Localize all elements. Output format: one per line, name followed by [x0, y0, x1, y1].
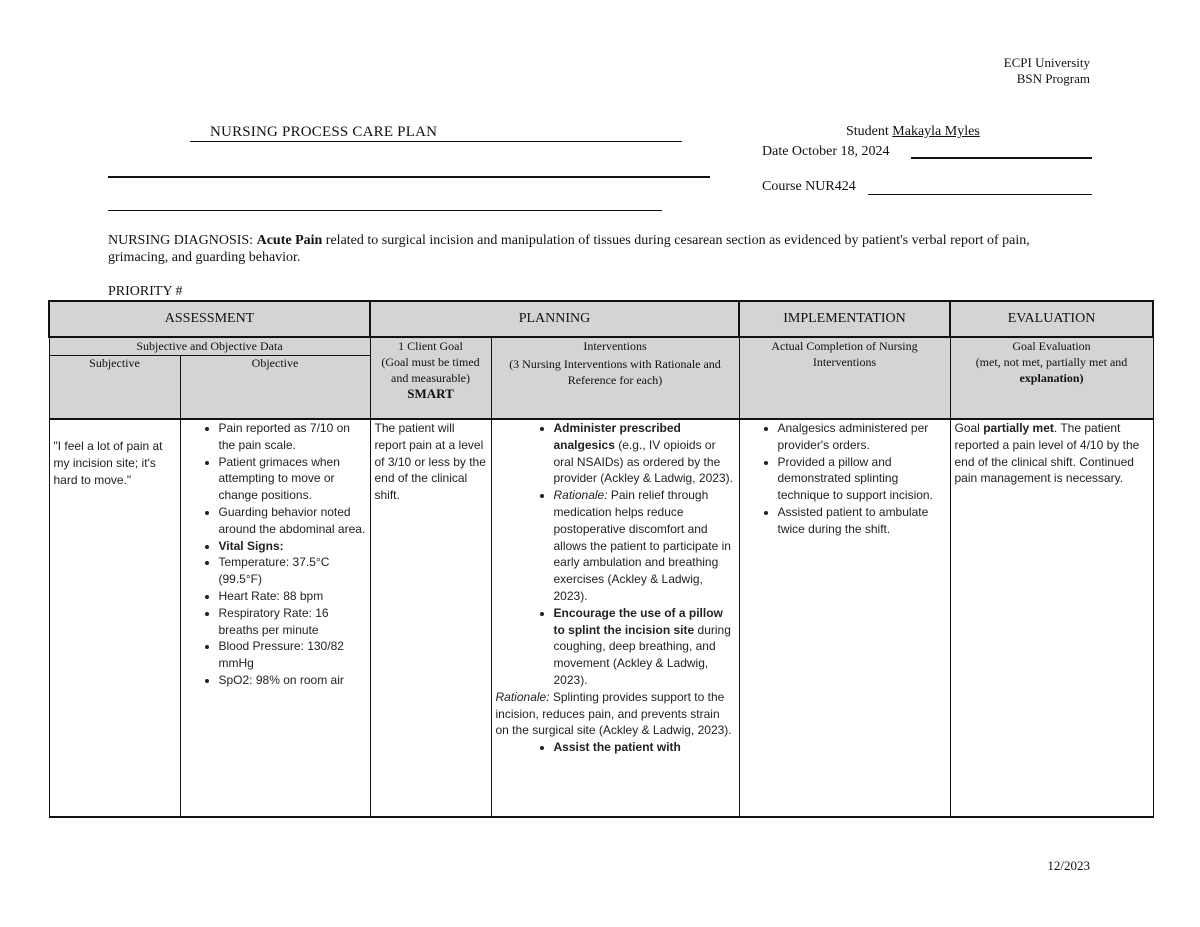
interventions-title: Interventions: [583, 339, 647, 353]
intervention-1-text: (e.g., IV opioids or oral NSAIDs) as ordered by the provider (Ackley & Ladwig, 2023).: [553, 437, 733, 486]
diagnosis-text: related to surgical incision and manipulation of tissues during cesarean section as evidenced by patient's verbal report of pain, grimacing, and guarding behavior.: [108, 233, 1030, 265]
evaluation-prefix: Goal: [954, 421, 984, 435]
evaluation-rest: . The patient reported a pain level of 4/10 by the end of the clinical shift. Continued pain management is necessary.: [954, 421, 1140, 486]
actual-completion-title: Actual Completion of Nursing: [771, 339, 918, 353]
list-item: • Assisted patient to ambulate twice during the shift.: [778, 504, 946, 538]
list-item: • Respiratory Rate: 16 breaths per minute: [219, 605, 366, 639]
intervention-2-bold: Encourage the use of a pillow to splint the incision site: [553, 605, 723, 637]
student-label: Student: [846, 124, 893, 139]
header-evaluation: EVALUATION: [950, 301, 1153, 337]
intervention-3-bold: Assist the patient with: [553, 740, 681, 755]
interventions-list: [496, 420, 735, 689]
list-item: • Heart Rate: 88 bpm: [219, 588, 366, 605]
client-goal-cell: [370, 419, 491, 817]
header-assessment: ASSESSMENT: [49, 301, 370, 337]
interventions-cell: [491, 419, 739, 817]
page-title: NURSING PROCESS CARE PLAN: [210, 124, 438, 140]
priority-label: PRIORITY #: [108, 284, 183, 299]
course-underline: [868, 194, 1092, 195]
evaluation-cell: [950, 419, 1153, 817]
goal-evaluation-title: Goal Evaluation: [1012, 339, 1091, 353]
actual-completion-title-2: Interventions: [812, 355, 877, 369]
intervention-1-bold: Administer prescribed analgesics: [553, 421, 681, 452]
subheader-interventions: [491, 337, 739, 419]
goal-evaluation-note: (met, not met, partially met and: [975, 355, 1128, 369]
list-item: • Temperature: 37.5°C (99.5°F): [219, 554, 366, 588]
intervention-2-text: during coughing, deep breathing, and movement (Ackley & Ladwig, 2023).: [553, 622, 731, 687]
list-item: • SpO2: 98% on room air: [219, 672, 366, 689]
subheader-objective: Objective: [180, 356, 370, 420]
list-item: • Guarding behavior noted around the abdominal area.: [219, 504, 366, 538]
date-underline: [911, 157, 1092, 159]
rationale-2-label: Rationale:: [495, 689, 550, 704]
objective-list: [185, 420, 366, 689]
title-underline: [190, 141, 682, 142]
diagnosis-prefix: NURSING DIAGNOSIS:: [108, 233, 257, 248]
subheader-subj-obj: Subjective and Objective Data: [49, 337, 370, 356]
university-name: ECPI University: [1003, 55, 1090, 70]
header-implementation: IMPLEMENTATION: [739, 301, 950, 337]
smart-label: SMART: [407, 386, 454, 401]
subheader-subjective: Subjective: [49, 356, 180, 420]
intervention-3: [554, 739, 735, 756]
institution-block: [1004, 55, 1090, 87]
rationale-1: [554, 487, 735, 605]
list-item: • Pain reported as 7/10 on the pain scale.: [219, 420, 366, 454]
diagnosis-bold: Acute Pain: [256, 233, 323, 248]
program-name: BSN Program: [1016, 71, 1090, 86]
list-item: • Provided a pillow and demonstrated splinting technique to support incision.: [778, 454, 946, 504]
rationale-2: [496, 689, 735, 739]
course-field: Course NUR424: [762, 179, 856, 194]
header-planning: PLANNING: [370, 301, 739, 337]
client-goal-note: (Goal must be timed and measurable): [381, 355, 480, 385]
subheader-actual-completion: [739, 337, 950, 419]
client-goal-title: 1 Client Goal: [398, 339, 463, 353]
subheader-goal-evaluation: [950, 337, 1153, 419]
evaluation-text: [955, 420, 1149, 487]
implementation-list: [744, 420, 946, 538]
intervention-2: [554, 605, 735, 689]
student-name: Makayla Myles: [892, 124, 980, 139]
student-field: [846, 124, 980, 140]
intervention-1: [554, 420, 735, 487]
interventions-note: (3 Nursing Interventions with Rationale and Reference for each): [509, 357, 721, 387]
implementation-cell: [739, 419, 950, 817]
blank-line-1: [108, 176, 710, 178]
goal-evaluation-note-bold: explanation): [1019, 371, 1084, 385]
list-item: • Analgesics administered per provider's orders.: [778, 420, 946, 454]
list-item: • Patient grimaces when attempting to move or change positions.: [219, 454, 366, 504]
list-item: • Blood Pressure: 130/82 mmHg: [219, 638, 366, 672]
rationale-1-text: Pain relief through medication helps reduce postoperative discomfort and allows the patient to participate in early ambulation and breathing exercises (Ackley & Ladwig, 2023).: [553, 488, 731, 603]
objective-cell: [180, 419, 370, 817]
rationale-1-label: Rationale:: [553, 488, 608, 503]
subheader-client-goal: [370, 337, 491, 419]
footer-date: 12/2023: [1047, 858, 1090, 873]
interventions-list-cont: [496, 739, 735, 756]
evaluation-bold: partially met: [983, 421, 1054, 435]
subjective-cell: [49, 419, 180, 817]
care-plan-table: [48, 300, 1154, 818]
date-field: Date October 18, 2024: [762, 144, 890, 159]
subjective-quote: "I feel a lot of pain at my incision site; it's hard to move.": [53, 439, 163, 487]
client-goal-text: The patient will report pain at a level of 3/10 or less by the end of the clinical shift.: [374, 421, 486, 503]
rationale-2-text: Splinting provides support to the incision, reduces pain, and prevents strain on the surgical site (Ackley & Ladwig, 2023).: [495, 689, 732, 738]
list-item: • Vital Signs:: [219, 538, 366, 555]
nursing-diagnosis: [108, 232, 1068, 266]
blank-line-2: [108, 210, 662, 211]
